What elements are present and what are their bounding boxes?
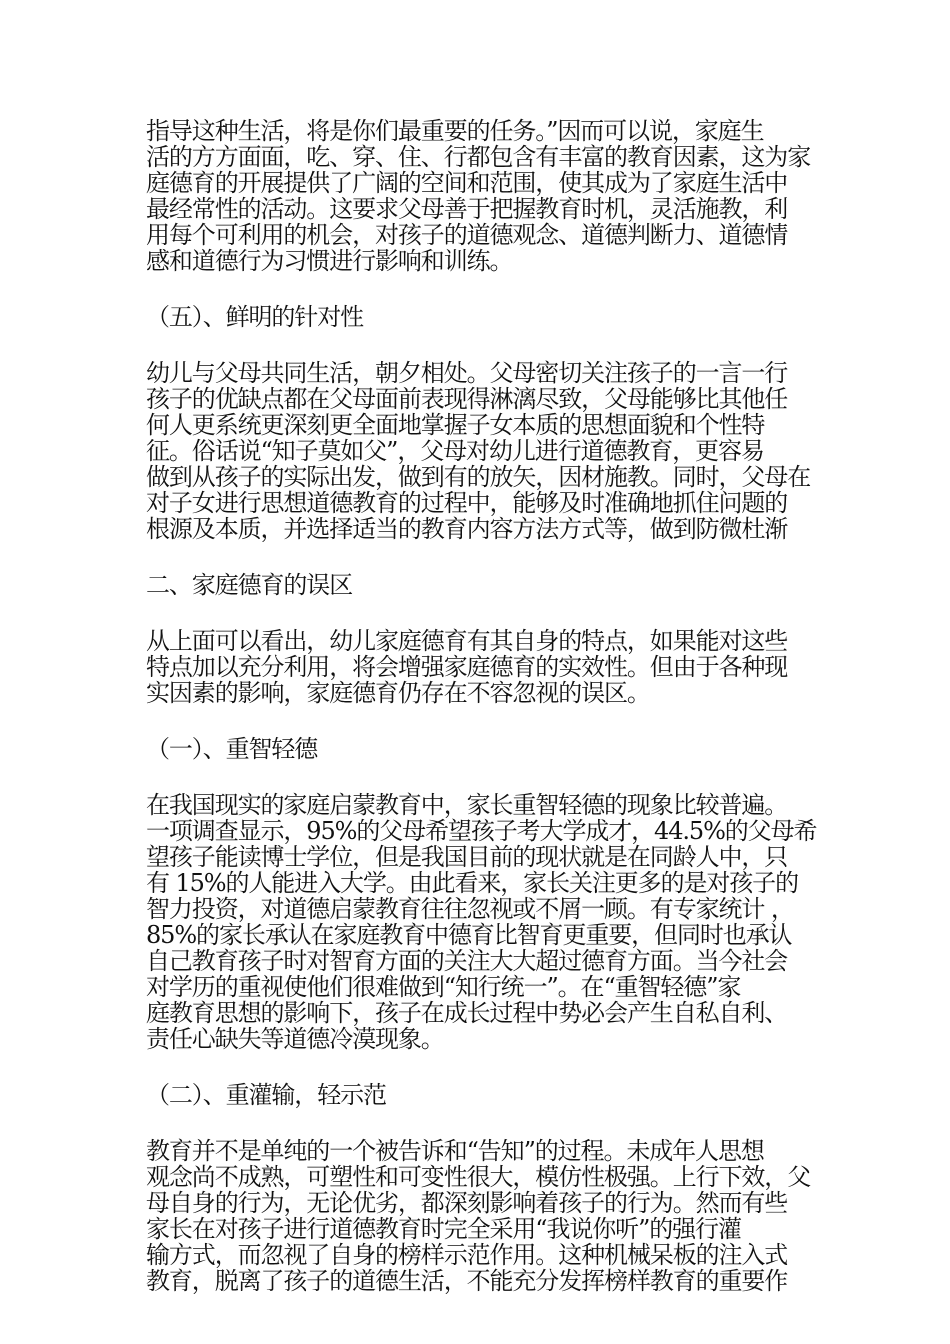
paragraph-targeting bbox=[146, 360, 818, 542]
text-line: 观念尚不成熟，可塑性和可变性很大，模仿性极强。上行下效，父 bbox=[146, 1164, 811, 1190]
section-heading-5: （五）、鲜明的针对性 bbox=[146, 303, 363, 331]
text-line: 征。俗话说“知子莫如父”，父母对幼儿进行道德教育，更容易 bbox=[146, 438, 764, 464]
text-line: 对学历的重视使他们很难做到“知行统一”。在“重智轻德”家 bbox=[146, 974, 741, 1000]
text-line: 教育，脱离了孩子的道德生活，不能充分发挥榜样教育的重要作 bbox=[146, 1268, 788, 1294]
text-line: 庭德育的开展提供了广阔的空间和范围，使其成为了家庭生活中 bbox=[146, 170, 788, 196]
text-line: 望孩子能读博士学位，但是我国目前的现状就是在同龄人中，只 bbox=[146, 844, 788, 870]
paragraph-indoctrination bbox=[146, 1138, 818, 1294]
text-line: 孩子的优缺点都在父母面前表现得淋漓尽致，父母能够比其他任 bbox=[146, 386, 788, 412]
text-line: 庭教育思想的影响下，孩子在成长过程中势必会产生自私自利、 bbox=[146, 1000, 788, 1026]
text-line: 特点加以充分利用，将会增强家庭德育的实效性。但由于各种现 bbox=[146, 654, 788, 680]
text-line: 从上面可以看出，幼儿家庭德育有其自身的特点，如果能对这些 bbox=[146, 628, 788, 654]
text-line: 做到从孩子的实际出发，做到有的放矢，因材施教。同时，父母在 bbox=[146, 464, 811, 490]
text-line: 智力投资，对道德启蒙教育往往忽视或不屑一顾。有专家统计 ， bbox=[146, 896, 794, 922]
text-line: 在我国现实的家庭启蒙教育中，家长重智轻德的现象比较普遍。 bbox=[146, 792, 788, 818]
text-line: 输方式，而忽视了自身的榜样示范作用。这种机械呆板的注入式 bbox=[146, 1242, 788, 1268]
text-line: 最经常性的活动。这要求父母善于把握教育时机，灵活施教，利 bbox=[146, 196, 788, 222]
text-line: 85%的家长承认在家庭教育中德育比智育更重要，但同时也承认 bbox=[146, 922, 792, 948]
text-line: 对子女进行思想道德教育的过程中，能够及时准确地抓住问题的 bbox=[146, 490, 788, 516]
paragraph-misconceptions-intro bbox=[146, 628, 818, 706]
paragraph-family-life bbox=[146, 118, 818, 274]
text-line: 家长在对孩子进行道德教育时完全采用“我说你听”的强行灌 bbox=[146, 1216, 741, 1242]
text-line: 根源及本质，并选择适当的教育内容方法方式等，做到防微杜渐 bbox=[146, 516, 788, 542]
text-line: 何人更系统更深刻更全面地掌握子女本质的思想面貌和个性特 bbox=[146, 412, 765, 438]
text-line: 自己教育孩子时对智育方面的关注大大超过德育方面。当今社会 bbox=[146, 948, 788, 974]
text-line: 实因素的影响，家庭德育仍存在不容忽视的误区。 bbox=[146, 680, 650, 706]
chapter-heading-2: 二、家庭德育的误区 bbox=[146, 571, 353, 599]
document-body bbox=[146, 118, 818, 1324]
text-line: 用每个可利用的机会，对孩子的道德观念、道德判断力、道德情 bbox=[146, 222, 788, 248]
paragraph-intelligence-over-morality bbox=[146, 792, 818, 1052]
text-line: 幼儿与父母共同生活，朝夕相处。父母密切关注孩子的一言一行 bbox=[146, 360, 788, 386]
section-heading-1: （一）、重智轻德 bbox=[146, 735, 318, 763]
text-line: 教育并不是单纯的一个被告诉和“告知”的过程。未成年人思想 bbox=[146, 1138, 764, 1164]
text-line: 一项调查显示，95%的父母希望孩子考大学成才，44.5%的父母希 bbox=[146, 818, 817, 844]
text-line: 责任心缺失等道德冷漠现象。 bbox=[146, 1026, 444, 1052]
section-heading-2: （二）、重灌输，轻示范 bbox=[146, 1081, 386, 1109]
text-line: 指导这种生活，将是你们最重要的任务。”因而可以说，家庭生 bbox=[146, 118, 764, 144]
text-line: 感和道德行为习惯进行影响和训练。 bbox=[146, 248, 513, 274]
text-line: 活的方方面面，吃、穿、住、行都包含有丰富的教育因素，这为家 bbox=[146, 144, 811, 170]
text-line: 母自身的行为，无论优劣，都深刻影响着孩子的行为。然而有些 bbox=[146, 1190, 788, 1216]
text-line: 有 15%的人能进入大学。由此看来，家长关注更多的是对孩子的 bbox=[146, 870, 798, 896]
